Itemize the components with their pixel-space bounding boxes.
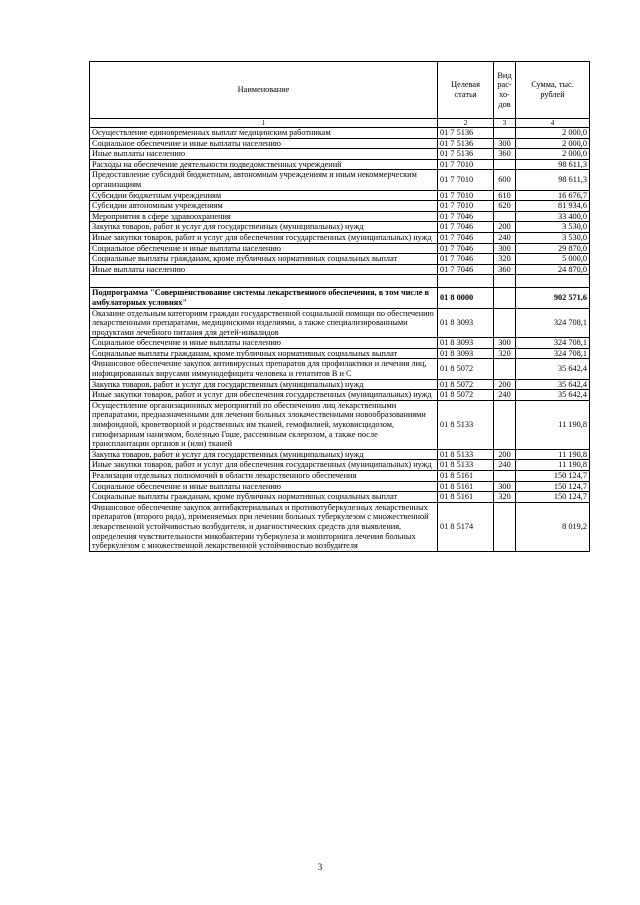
row-target-article: 01 7 7046 [438,254,494,265]
row-sum: 35 642,4 [516,379,590,390]
row-sum: 150 124,7 [516,471,590,482]
row-name: Социальные выплаты гражданам, кроме публичных нормативных социальных выплат [90,348,438,359]
row-target-article: 01 7 7046 [438,211,494,222]
row-sum: 29 870,0 [516,243,590,254]
table-row [90,338,590,349]
spacer-cell [494,275,516,288]
header-sum: Сумма, тыс. рублей [516,62,590,119]
row-expense-type [494,159,516,170]
row-name: Предоставление субсидий бюджетным, автономным учреждениям и иным некоммерческим организациям [90,170,438,190]
row-target-article: 01 8 5161 [438,492,494,503]
row-name: Иные закупки товаров, работ и услуг для обеспечения государственных (муниципальных) нужд [90,232,438,243]
row-name: Социальное обеспечение и иные выплаты населению [90,338,438,349]
table-row [90,379,590,390]
table-row [90,243,590,254]
row-sum: 8 019,2 [516,502,590,551]
row-sum: 5 000,0 [516,254,590,265]
row-target-article: 01 8 5174 [438,502,494,551]
row-expense-type: 300 [494,138,516,149]
row-sum: 11 190,8 [516,400,590,449]
row-target-article: 01 8 3093 [438,308,494,338]
row-expense-type [494,308,516,338]
row-target-article: 01 7 7046 [438,264,494,275]
row-expense-type: 320 [494,492,516,503]
row-sum: 902 571,6 [516,288,590,308]
row-sum: 35 642,4 [516,390,590,401]
row-name: Иные закупки товаров, работ и услуг для обеспечения государственных (муниципальных) нужд [90,390,438,401]
table-row [90,502,590,551]
row-target-article: 01 7 7046 [438,232,494,243]
row-target-article: 01 8 0000 [438,288,494,308]
row-target-article: 01 8 3093 [438,338,494,349]
row-target-article: 01 8 5161 [438,471,494,482]
row-name: Социальное обеспечение и иные выплаты населению [90,243,438,254]
table-row [90,471,590,482]
row-name: Расходы на обеспечение деятельности подведомственных учреждений [90,159,438,170]
row-target-article: 01 8 3093 [438,348,494,359]
row-sum: 11 190,8 [516,460,590,471]
row-sum: 11 190,8 [516,449,590,460]
row-sum: 24 870,0 [516,264,590,275]
header-target-article: Целевая статья [438,62,494,119]
spacer-cell [516,275,590,288]
row-sum: 324 708,1 [516,308,590,338]
table-row [90,211,590,222]
row-target-article: 01 8 5133 [438,460,494,471]
row-target-article: 01 7 7010 [438,190,494,201]
row-sum: 2 000,0 [516,149,590,160]
table-row [90,308,590,338]
row-target-article: 01 8 5072 [438,359,494,379]
row-expense-type: 610 [494,190,516,201]
table-row [90,222,590,233]
row-expense-type: 240 [494,460,516,471]
row-expense-type [494,471,516,482]
row-target-article: 01 7 7010 [438,159,494,170]
budget-table [89,61,590,552]
table-row [90,275,590,288]
table-row [90,492,590,503]
row-target-article: 01 7 7010 [438,170,494,190]
table-row [90,201,590,212]
row-target-article: 01 8 5072 [438,379,494,390]
column-number: 1 [90,119,438,128]
row-expense-type: 360 [494,149,516,160]
row-name: Подпрограмма "Совершенствование системы лекарственного обеспечения, в том числе в амбулаторных условиях" [90,288,438,308]
table-row [90,359,590,379]
row-expense-type [494,211,516,222]
row-expense-type: 240 [494,232,516,243]
row-name: Финансовое обеспечение закупок антивирусных препаратов для профилактики и лечения лиц, инфицированных вирусами иммунодефицита человека и гепатитов В и С [90,359,438,379]
table-row [90,288,590,308]
table-row [90,449,590,460]
row-name: Социальные выплаты гражданам, кроме публичных нормативных социальных выплат [90,492,438,503]
row-target-article: 01 8 5133 [438,400,494,449]
table-row [90,138,590,149]
table-row [90,170,590,190]
row-target-article: 01 8 5072 [438,390,494,401]
row-sum: 98 611,3 [516,159,590,170]
header-expense-type: Вид рас-хо-дов [494,62,516,119]
table-row [90,128,590,139]
row-target-article: 01 7 5136 [438,149,494,160]
row-name: Социальное обеспечение и иные выплаты населению [90,481,438,492]
row-expense-type: 300 [494,338,516,349]
row-sum: 150 124,7 [516,481,590,492]
row-name: Мероприятия в сфере здравоохранения [90,211,438,222]
row-name: Субсидии автономным учреждениям [90,201,438,212]
row-name: Социальное обеспечение и иные выплаты населению [90,138,438,149]
row-name: Финансовое обеспечение закупок антибактериальных и противотуберкулезных лекарственных препаратов (второго ряда), применяемых при лечении больных туберкулезом с множественной лекарственной устойчивостью возбудителя, и диагностических средств для выявления, определения чувствительности микобактерии туберкулеза и мониторинга лечения больных туберкулезом с множественной лекарственной устойчивостью возбудителя [90,502,438,551]
table-row [90,232,590,243]
row-sum: 35 642,4 [516,359,590,379]
row-sum: 16 676,7 [516,190,590,201]
row-expense-type: 620 [494,201,516,212]
row-expense-type: 200 [494,222,516,233]
row-name: Осуществление единовременных выплат медицинским работникам [90,128,438,139]
table-row [90,481,590,492]
column-number-row [90,119,590,128]
row-name: Закупка товаров, работ и услуг для государственных (муниципальных) нужд [90,222,438,233]
table-row [90,460,590,471]
row-expense-type: 240 [494,390,516,401]
table-row [90,390,590,401]
row-expense-type: 360 [494,264,516,275]
row-name: Оказание отдельным категориям граждан государственной социальной помощи по обеспечению лекарственными препаратами, медицинскими изделиями, а также специализированными продуктами лечебного питания для детей-инвалидов [90,308,438,338]
table-header-row [90,62,590,119]
column-number: 3 [494,119,516,128]
table-row [90,149,590,160]
row-target-article: 01 7 7010 [438,201,494,212]
table-row [90,264,590,275]
row-sum: 2 000,0 [516,128,590,139]
row-name: Закупка товаров, работ и услуг для государственных (муниципальных) нужд [90,449,438,460]
row-sum: 3 530,0 [516,232,590,243]
column-number: 4 [516,119,590,128]
row-expense-type [494,288,516,308]
row-sum: 324 708,1 [516,348,590,359]
row-target-article: 01 7 7046 [438,222,494,233]
row-name: Иные выплаты населению [90,149,438,160]
spacer-cell [438,275,494,288]
row-name: Субсидии бюджетным учреждениям [90,190,438,201]
page-number: 3 [317,862,323,872]
header-name: Наименование [90,62,438,119]
row-expense-type: 320 [494,348,516,359]
table-row [90,348,590,359]
row-name: Реализация отдельных полномочий в области лекарственного обеспечения [90,471,438,482]
row-sum: 98 611,3 [516,170,590,190]
spacer-cell [90,275,438,288]
row-expense-type: 320 [494,254,516,265]
table-row [90,254,590,265]
row-sum: 81 934,6 [516,201,590,212]
row-expense-type: 200 [494,449,516,460]
row-sum: 2 000,0 [516,138,590,149]
row-name: Осуществление организационных мероприятий по обеспечению лиц лекарственными препаратами, предназначенными для лечения больных злокачественными новообразованиями лимфоидной, кроветворной и родственных им тканей, гемофилией, муковисцидозом, гипофизарным нанизмом, болезнью Гоше, рассеянным склерозом, а также после трансплантации органов и (или) тканей [90,400,438,449]
row-target-article: 01 7 5136 [438,138,494,149]
row-expense-type: 600 [494,170,516,190]
row-target-article: 01 8 5161 [438,481,494,492]
row-name: Закупка товаров, работ и услуг для государственных (муниципальных) нужд [90,379,438,390]
row-sum: 324 708,1 [516,338,590,349]
table-row [90,400,590,449]
row-sum: 33 400,0 [516,211,590,222]
row-expense-type: 300 [494,243,516,254]
row-name: Иные закупки товаров, работ и услуг для обеспечения государственных (муниципальных) нужд [90,460,438,471]
row-name: Социальные выплаты гражданам, кроме публичных нормативных социальных выплат [90,254,438,265]
row-expense-type: 200 [494,379,516,390]
table-body [90,128,590,552]
column-number: 2 [438,119,494,128]
row-target-article: 01 8 5133 [438,449,494,460]
table-row [90,159,590,170]
table-row [90,190,590,201]
row-expense-type [494,359,516,379]
row-expense-type [494,400,516,449]
row-sum: 3 530,0 [516,222,590,233]
row-expense-type [494,502,516,551]
row-name: Иные выплаты населению [90,264,438,275]
row-expense-type [494,128,516,139]
row-sum: 150 124,7 [516,492,590,503]
row-target-article: 01 7 5136 [438,128,494,139]
row-expense-type: 300 [494,481,516,492]
row-target-article: 01 7 7046 [438,243,494,254]
